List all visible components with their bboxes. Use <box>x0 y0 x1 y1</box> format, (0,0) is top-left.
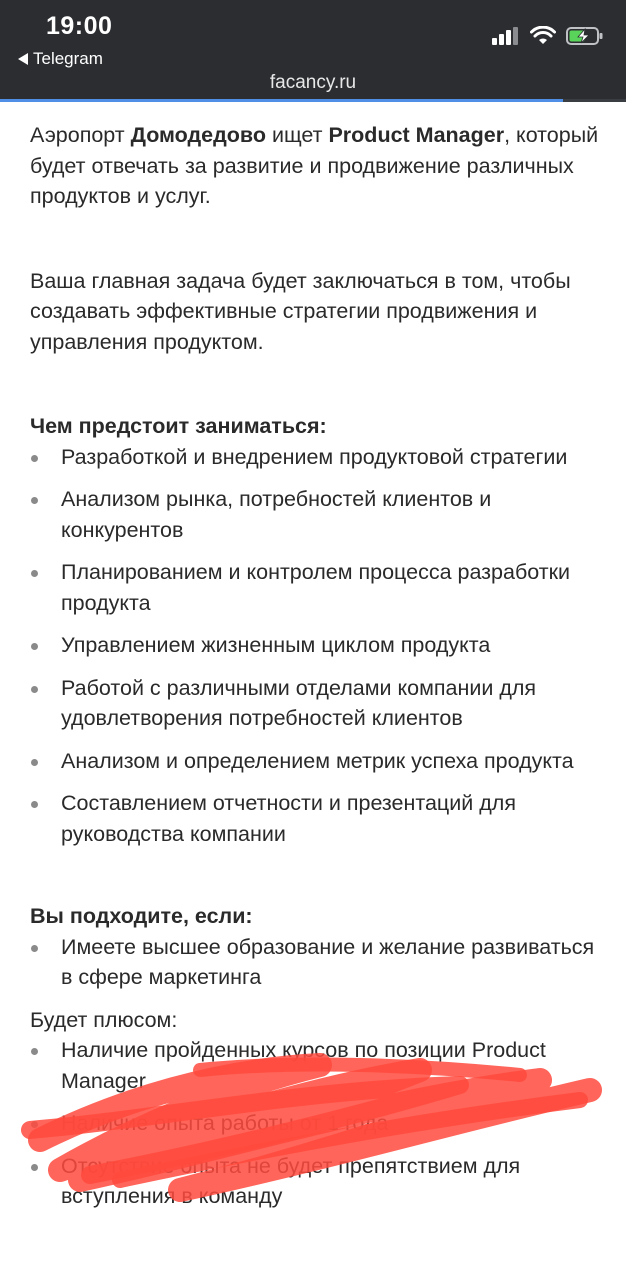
article-content <box>30 120 600 1224</box>
list-item: Разработкой и внедрением продуктовой стратегии <box>30 442 600 473</box>
back-app-label: Telegram <box>33 49 103 68</box>
intro-prefix: Аэропорт <box>30 123 131 147</box>
intro-company: Домодедово <box>130 123 266 147</box>
back-to-telegram-button[interactable] <box>18 49 103 69</box>
wifi-icon <box>530 26 556 46</box>
browser-top-bar <box>0 0 626 102</box>
intro-middle: ищет <box>265 123 329 147</box>
list-item: Имеете высшее образование и желание развиваться в сфере маркетинга <box>30 932 600 993</box>
list-item: Управлением жизненным циклом продукта <box>30 630 600 661</box>
load-progress-bar <box>0 99 563 102</box>
battery-charging-icon <box>566 26 604 46</box>
list-item: Анализом и определением метрик успеха продукта <box>30 746 600 777</box>
list-item: Анализом рынка, потребностей клиентов и конкурентов <box>30 484 600 545</box>
status-time: 19:00 <box>46 12 113 40</box>
requirements-list <box>30 932 600 993</box>
main-task-paragraph: Ваша главная задача будет заключаться в том, чтобы создавать эффективные стратегии продвижения и управления продуктом. <box>30 268 571 354</box>
intro-role: Product Manager <box>328 123 505 147</box>
page-url[interactable]: facancy.ru <box>269 72 357 93</box>
duties-list <box>30 442 600 850</box>
requirements-heading: Вы подходите, если: <box>30 904 253 928</box>
list-item: Отсутствие опыта не будет препятствием для вступления в команду <box>30 1151 600 1212</box>
cellular-signal-icon <box>492 27 520 45</box>
intro-suffix: , который будет отвечать за развитие и продвижение различных продуктов и услуг. <box>30 123 599 208</box>
list-item: Работой с различными отделами компании для удовлетворения потребностей клиентов <box>30 673 600 734</box>
duties-heading: Чем предстоит заниматься: <box>30 414 327 438</box>
status-icons <box>492 26 604 46</box>
plus-label: Будет плюсом: <box>30 1007 178 1032</box>
intro-paragraph <box>30 120 600 212</box>
plus-list <box>30 1035 600 1212</box>
list-item: Наличие пройденных курсов по позиции Product Manager <box>30 1035 600 1096</box>
back-arrow-icon <box>18 53 28 65</box>
list-item: Наличие опыта работы от 1 года <box>30 1108 600 1139</box>
list-item: Планированием и контролем процесса разработки продукта <box>30 557 600 618</box>
list-item: Составлением отчетности и презентаций для руководства компании <box>30 788 600 849</box>
